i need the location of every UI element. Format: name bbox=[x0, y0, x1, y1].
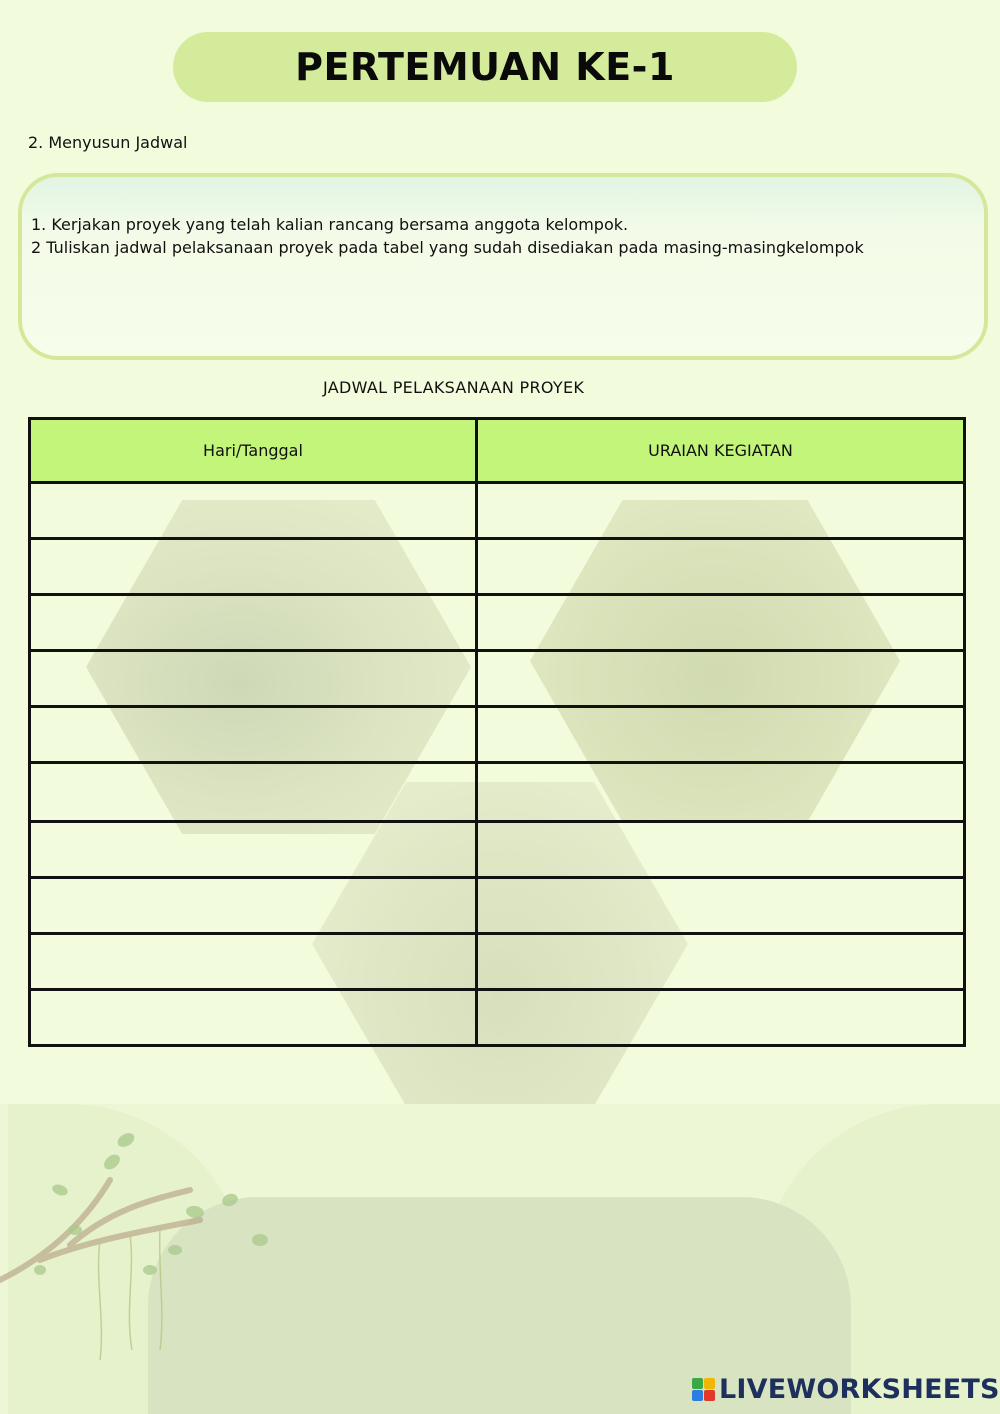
activity-cell[interactable] bbox=[477, 822, 965, 878]
title-banner bbox=[173, 32, 797, 102]
table-row bbox=[30, 990, 965, 1046]
table-row bbox=[30, 822, 965, 878]
liveworksheets-logo bbox=[692, 1372, 1000, 1406]
table-row bbox=[30, 483, 965, 539]
date-cell[interactable] bbox=[30, 822, 477, 878]
logo-icon bbox=[692, 1378, 715, 1401]
instruction-line-1: 1. Kerjakan proyek yang telah kalian rancang bersama anggota kelompok. bbox=[31, 215, 629, 234]
date-cell[interactable] bbox=[30, 595, 477, 651]
instruction-box bbox=[18, 173, 988, 360]
column-header-date: Hari/Tanggal bbox=[30, 419, 477, 483]
branch-illustration bbox=[0, 1120, 300, 1370]
logo-text: LIVEWORKSHEETS bbox=[719, 1373, 1000, 1405]
column-header-activity: URAIAN KEGIATAN bbox=[477, 419, 965, 483]
instruction-line-2: 2 Tuliskan jadwal pelaksanaan proyek pada tabel yang sudah disediakan pada masing-masingkelompok bbox=[31, 238, 864, 257]
page-title: PERTEMUAN KE-1 bbox=[295, 45, 675, 89]
date-cell[interactable] bbox=[30, 707, 477, 763]
date-cell[interactable] bbox=[30, 934, 477, 990]
activity-cell[interactable] bbox=[477, 878, 965, 934]
activity-cell[interactable] bbox=[477, 763, 965, 822]
activity-cell[interactable] bbox=[477, 707, 965, 763]
activity-cell[interactable] bbox=[477, 934, 965, 990]
date-cell[interactable] bbox=[30, 990, 477, 1046]
activity-cell[interactable] bbox=[477, 539, 965, 595]
table-row bbox=[30, 651, 965, 707]
table-header-row bbox=[30, 419, 965, 483]
table-row bbox=[30, 934, 965, 990]
date-cell[interactable] bbox=[30, 539, 477, 595]
table-row bbox=[30, 707, 965, 763]
table-row bbox=[30, 878, 965, 934]
activity-cell[interactable] bbox=[477, 990, 965, 1046]
activity-cell[interactable] bbox=[477, 595, 965, 651]
table-row bbox=[30, 595, 965, 651]
schedule-table bbox=[28, 417, 966, 1047]
date-cell[interactable] bbox=[30, 878, 477, 934]
activity-cell[interactable] bbox=[477, 483, 965, 539]
date-cell[interactable] bbox=[30, 651, 477, 707]
activity-cell[interactable] bbox=[477, 651, 965, 707]
section-heading: 2. Menyusun Jadwal bbox=[28, 133, 188, 152]
date-cell[interactable] bbox=[30, 763, 477, 822]
table-title: JADWAL PELAKSANAAN PROYEK bbox=[323, 378, 585, 397]
table-row bbox=[30, 763, 965, 822]
date-cell[interactable] bbox=[30, 483, 477, 539]
table-row bbox=[30, 539, 965, 595]
